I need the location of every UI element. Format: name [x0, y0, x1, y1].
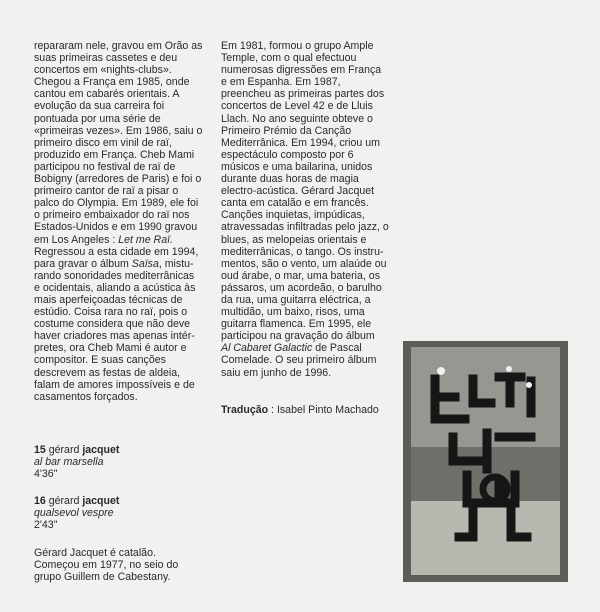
text-line: mediterrânicas, o tango. Os instru-: [221, 245, 384, 258]
text-line: durante duas horas de magia: [221, 173, 359, 186]
artwork-image: [403, 341, 568, 582]
track-duration: 4'36": [34, 468, 58, 481]
text-line: suas primeiras cassetes e deu: [34, 52, 178, 65]
text-line: mais aperfeiçoadas técnicas de: [34, 293, 183, 306]
text-segment: de Pascal: [312, 342, 362, 355]
text-line: descrevem as festas de aldeia,: [34, 366, 181, 379]
text-line: participou no festival de raï de: [34, 160, 176, 173]
artist-last-name: jacquet: [82, 495, 120, 507]
album-title-saisa: Saïsa: [131, 257, 159, 270]
text-line: mentos, são o vento, um alaúde ou: [221, 257, 387, 270]
track-title: al bar marsella: [34, 456, 104, 469]
text-segment: em Los Angeles :: [34, 233, 119, 246]
text-line: costume considera que não deve: [34, 318, 191, 331]
text-line: oud árabe, o mar, uma bateria, os: [221, 269, 380, 282]
text-line: estúdio. Coisa rara no raï, pois o: [34, 306, 188, 319]
text-line: músicos e uma bailarina, unidos: [221, 160, 373, 173]
track-heading: [34, 444, 119, 456]
text-line: falam de amores impossíveis e de: [34, 378, 195, 391]
text-segment: para gravar o álbum: [34, 257, 132, 270]
text-line: Primeiro Prémio da Canção: [221, 124, 352, 137]
text-line: saiu em junho de 1996.: [221, 366, 332, 379]
text-line: Llach. No ano seguinte obteve o: [221, 112, 373, 125]
track-heading: [34, 495, 119, 507]
text-line: «primeiras vezes». Em 1986, saiu o: [34, 124, 203, 137]
text-line: grupo Guillem de Cabestany.: [34, 571, 171, 584]
text-line: casamentos forçados.: [34, 390, 138, 403]
artist-bio: [34, 547, 214, 583]
text-line: e ocidentais, aliando a acústica às: [34, 281, 196, 294]
body-text-column-2: [221, 40, 401, 379]
text-line: pretes, ora Cheb Mami é autor e: [34, 342, 187, 355]
credit-text: : Isabel Pinto Machado: [268, 404, 379, 416]
credit-label: Tradução: [221, 404, 269, 416]
text-line: Mediterrânica. Em 1994, criou um: [221, 136, 380, 149]
text-line: Estados-Unidos e em 1990 gravou: [34, 221, 198, 234]
text-line: espectáculo composto por 6: [221, 148, 354, 161]
text-line: [34, 258, 214, 270]
text-line: e em Espanha. Em 1987,: [221, 76, 341, 89]
text-line: Comelade. O seu primeiro álbum: [221, 354, 377, 367]
track-number: 16: [34, 495, 46, 507]
text-line: primeiro cantor de raï a pisar o: [34, 185, 179, 198]
text-line: Canções inquietas, impúdicas,: [221, 209, 365, 222]
text-line: canta em catalão e em francês.: [221, 197, 369, 210]
artwork-painting: [403, 341, 568, 582]
text-line: multidão, um baixo, risos, uma: [221, 306, 365, 319]
text-line: haver criadores mas apenas intér-: [34, 330, 195, 343]
text-line: primeiro disco em vinil de raï,: [34, 136, 172, 149]
text-line: blues, as melopeias orientais e: [221, 233, 367, 246]
text-line: preencheu as primeiras partes dos: [221, 88, 385, 101]
artist-first-name: gérard: [45, 444, 83, 456]
text-line: palco do Olympia. Em 1989, ele foi: [34, 197, 199, 210]
text-line: participou na gravação do álbum: [221, 330, 375, 343]
album-title-al-cabaret-galactic: Al Cabaret Galactic: [221, 342, 313, 355]
track-entry: [34, 495, 119, 531]
text-line: rando sonoridades mediterrânicas: [34, 269, 195, 282]
artist-last-name: jacquet: [82, 444, 120, 456]
body-text-column-1: [34, 40, 214, 403]
text-line: compositor. E suas canções: [34, 354, 166, 367]
text-segment: , mistu-: [158, 257, 194, 270]
text-line: Em 1981, formou o grupo Ample: [221, 40, 374, 52]
text-line: Regressou a esta cidade em 1994,: [34, 245, 199, 258]
text-line: atravessadas infiltradas pelo jazz, o: [221, 221, 389, 234]
text-line: o primeiro embaixador do raï nos: [34, 209, 190, 222]
text-line: cantou em cabarés orientais. A: [34, 88, 180, 101]
text-line: Temple, com o qual efectuou: [221, 52, 357, 65]
text-line: electro-acústica. Gérard Jacquet: [221, 185, 375, 198]
text-line: concertos de Level 42 e de Lluis: [221, 100, 373, 113]
text-line: concertos em «nights-clubs».: [34, 64, 172, 77]
translation-credit: [221, 404, 379, 416]
text-line: pássaros, um acordeão, o barulho: [221, 281, 382, 294]
text-line: pontuada por uma série de: [34, 112, 161, 125]
text-line: Começou em 1977, no seio do: [34, 559, 179, 572]
text-line: numerosas digressões em França: [221, 64, 382, 77]
text-line: da rua, uma guitarra eléctrica, a: [221, 293, 371, 306]
text-line: Chegou a França em 1985, onde: [34, 76, 190, 89]
text-line: evolução da sua carreira foi: [34, 100, 165, 113]
track-entry: [34, 444, 119, 480]
track-title: qualsevol vespre: [34, 507, 114, 520]
text-line: [34, 234, 214, 246]
text-line: Gérard Jacquet é catalão.: [34, 547, 156, 559]
text-line: repararam nele, gravou em Orão as: [34, 40, 203, 52]
text-line: produzido em França. Cheb Mami: [34, 148, 195, 161]
track-duration: 2'43": [34, 519, 58, 532]
text-line: guitarra flamenca. Em 1995, ele: [221, 318, 372, 331]
album-title-let-me-rai: Let me Raï.: [118, 233, 173, 246]
artist-first-name: gérard: [45, 495, 83, 507]
text-line: [221, 342, 401, 354]
text-line: Bobigny (arredores de Paris) e foi o: [34, 173, 202, 186]
track-number: 15: [34, 444, 46, 456]
